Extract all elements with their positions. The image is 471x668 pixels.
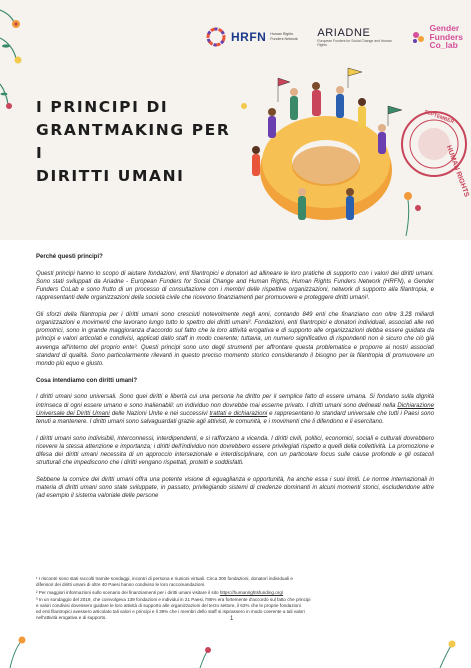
flower-decoration-left [0,0,36,240]
footnote-1 [36,576,436,588]
footnote-2 [36,590,436,596]
gfc-mark-icon [410,29,426,45]
page-title [36,96,236,188]
human-rights-stamp [402,109,470,198]
flower-decoration-bottom [0,600,471,668]
paragraph-limits: Sebbene la cornice dei diritti umani offra una potente visione di eguaglianza e opportunità, ha anche essa i suoi limiti. Le norme internazionali in materia di diritti umani sono state sviluppate, in passato, privilegiando sistemi di credenze dominanti in alcuni momenti storici, escludendone altre (ad esempio il sistema valoriale delle persone [36,476,434,500]
stamp-human-rights-text: HUMAN RIGHTS [444,144,470,199]
section-heading-what: Cosa intendiamo con diritti umani? [36,377,138,384]
gfc-line-2: Funders [429,31,463,42]
ariadne-name: ARIADNE [317,26,371,39]
partner-logos [205,24,463,50]
hrfn-fullname: Human Rights Funders Network [270,32,298,41]
gfc-line-1: Gender [429,23,460,33]
title-line-2: GRANTMAKING PER I [36,121,231,162]
humanrightsfunding-link[interactable]: https://humanrightsfunding.org/ [219,589,284,595]
ariadne-logo [317,27,399,47]
gfc-line-3: Co_lab [429,40,458,50]
hero-illustration [238,66,471,242]
footnote-2-text: ² Per maggiori informazioni sullo scenario dei finanziamenti per i diritti umani visitare il sito [36,589,220,595]
footnote-3-line-4: nell'attività erogativa e di supporto. [36,615,107,621]
paragraph-universal-text-a: I diritti umani sono universali. Sono quei diritti e libertà cui una persona ha diritto per il semplice fatto di essere umana. Si fondano sulla dignità intrinseca di ogni essere umano e sono inalienabili: un individuo non dovrebbe mai esserne privato. I diritti umani sono delineati nella [36,394,434,409]
paragraph-purpose: Questi principi hanno lo scopo di aiutare fondazioni, enti filantropici e donatori ad allineare le loro pratiche di supporto con i valori dei diritti umani. Sono stati sviluppati da Ariadne - European Funders for Social Change and Human Rights, Human Rights Funders Network (HRFN), e Gender Funders CoLab e sono frutto di un processo di consultazione con i membri delle rispettive organizzazioni, network di supporto alla filantropia, e rappresentanti delle organizzazioni della società civile che ricevono finanziamenti per promuovere e proteggere diritti umani¹. [36,270,434,302]
gfc-wordmark [429,24,463,50]
orange-ring-shape [260,116,392,220]
paragraph-universal-text-b: delle Nazioni Unite e nei successivi [109,410,210,417]
paragraph-growth: Gli sforzi della filantropia per i diritti umani sono cresciuti notevolmente negli anni, contando 849 enti che finanziano con oltre 3.2$ miliardi organizzazioni e movimenti che lavorano lungo tutto lo spettro dei diritti umani². Fondazioni, enti filantropici e donatori individuali, associati alle reti promotrici, sono in grande maggioranza d'accordo sul fatto che la loro attività erogativa e di supporto alle organizzazioni debba essere guidata da principi e valori articolati e condivisi, applicati dallo staff in modo coerente; tuttavia, un numero significativo di rispondenti non è sicuro che ciò già avvenga all'interno del proprio ente³. Questi principi sono uno degli strumenti per affrontare questa problematica e proporre ai nostri associati standard di qualità. Sono particolarmente rilevanti in questo preciso momento storico considerando il bisogno per la filantropia di promuovere un mondo più equo e giusto. [36,311,434,367]
stamp-month-text: SEPTEMBER [423,108,455,126]
hrfn-ring-icon [205,26,227,48]
paragraph-indivisible: I diritti umani sono indivisibili, interconnessi, interdipendenti, e si rafforzano a vicenda. I diritti civili, politici, economici, sociali e culturali dovrebbero ricevere la stessa attenzione e importanza; i diritti dell'individuo non dovrebbero essere privilegiati rispetto a quelli della collettività. La promozione e difesa dei diritti umani necessita di un approccio intersezionale e interdisciplinare, con un particolare focus sulle cause profonde e gli ostacoli strutturali che impediscono che i diritti vengano rispettati, protetti e soddisfatti. [36,435,434,467]
hrfn-acronym: HRFN [231,29,267,44]
page-number: 1 [230,616,234,622]
treaties-link[interactable]: trattati e dichiarazioni [209,410,268,417]
footnote-3-line-2: e valori condivisi dovessero guidare le loro attività di supporto alle organizzazioni del terzo settore, il 62% che le proprie fondazioni [36,603,301,609]
hrfn-logo [205,26,306,48]
footnote-1-line-2: difensori dei diritti umani di oltre 40 Paesi hanno condiviso le loro raccomandazioni. [36,582,206,588]
section-heading-why: Perché questi principi? [36,254,103,260]
title-line-3: DIRITTI UMANI [36,167,185,185]
udhr-link[interactable]: Dichiarazione Universale dei Diritti Umani [36,402,434,417]
main-content [36,253,434,509]
ariadne-tagline: European Funders for Social Change and Human Rights [317,38,392,47]
paragraph-universal [36,393,434,426]
footnote-3-line-1: ³ In un sondaggio del 2019, che coinvolgeva 139 fondazioni e individui in 21 Paesi, l'85% era fortemente d'accordo sul fatto che principi [36,597,311,603]
title-line-1: I PRINCIPI DI [36,98,169,116]
footnote-1-line-1: ¹ I riscontri sono stati raccolti tramite sondaggi, incontri di persona e riunioni virtuali. Circa 300 fondazioni, donatori individuali e [36,576,293,581]
footnote-3-line-3: ed enti filantropici avessero articolato tali valori e principi e il 39% che i membri dello staff si ispirassero in modo coerente a tali valori [36,609,305,615]
paragraph-universal-text-c: e rappresentano lo standard universale che tutti i Paesi sono tenuti a mantenere. I diritti umani sono salvaguardati grazie agli attivisti, le comunità, e i movimenti che li difendono e li esercitano. [36,410,435,425]
gender-funders-colab-logo [410,24,463,50]
